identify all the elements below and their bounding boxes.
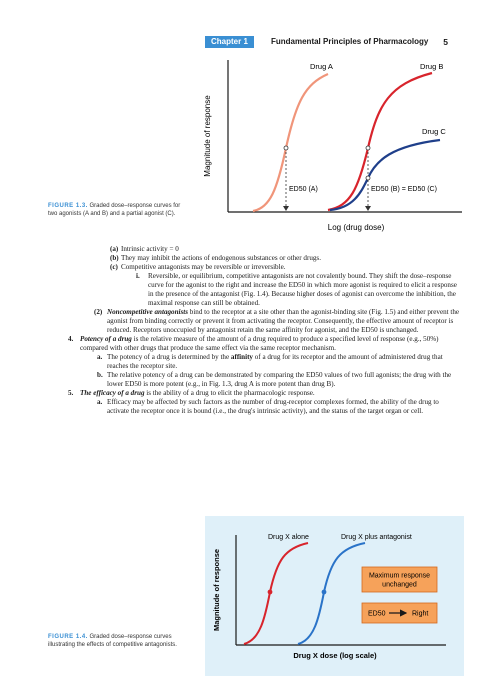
list-item: b. The relative potency of a drug can be demonstrated by comparing the ED50 values of two full agonists; the drug with the lower ED50 is more potent (e.g., in Fig. 1.3, drug A is more potent than drug B).: [97, 371, 452, 388]
x-axis-label: Drug X dose (log scale): [293, 651, 377, 660]
list-item: a. The potency of a drug is determined by the affinity of a drug for its receptor and the amount of administered drug that reaches the receptor site.: [97, 353, 443, 370]
chapter-tab: Chapter 1: [205, 36, 254, 48]
y-axis-label: Magnitude of response: [212, 548, 221, 632]
label-drug-a: Drug A: [310, 62, 333, 71]
right-label: Right: [412, 610, 429, 618]
label-drug-x-plus-antagonist: Drug X plus antagonist: [341, 534, 412, 541]
label-ed50-a: ED50 (A): [289, 186, 318, 193]
max-response-text: Maximum response unchanged: [368, 572, 431, 589]
list-item: (c) Competitive antagonists may be reversible or irreversible.: [110, 263, 286, 271]
y-axis-label: Magnitude of response: [203, 95, 212, 177]
label-drug-c: Drug C: [422, 127, 446, 136]
ed50-point-drug-x-alone: [268, 590, 273, 595]
ed50-point-drug-x-plus-antagonist: [322, 590, 327, 595]
figure-1-4-caption: [48, 634, 188, 649]
list-item: 5. The efficacy of a drug is the ability of a drug to elicit the pharmacologic response.: [68, 389, 315, 397]
ed50-label: ED50: [368, 610, 386, 618]
list-item: 4. Potency of a drug is the relative measure of the amount of a drug required to produce a specified level of response (e.g., 50%) compared with other drugs that produce the same effect via the same receptor mechanism.: [68, 335, 439, 352]
label-drug-b: Drug B: [420, 62, 444, 71]
list-item: i. Reversible, or equilibrium, competitive antagonists are not covalently bound. They shift the dose–response curve for the agonist to the right and increase the ED50 in which more agonist is required to elicit a response in the presence of the antagonist (Fig. 1.4). Because higher doses of agonist can overcome the inhibition, the maximal response can still be obtained.: [136, 272, 457, 307]
list-item: (b) They may inhibit the actions of endogenous substances or other drugs.: [110, 254, 321, 262]
figure-1-4-caption-label: FIGURE 1.4.: [48, 634, 88, 640]
label-ed50-bc: ED50 (B) = ED50 (C): [371, 186, 437, 193]
figure-1-4-caption-text: Graded dose–response curves illustrating the effects of competitive antagonists.: [48, 634, 177, 648]
chapter-title: Fundamental Principles of Pharmacology: [271, 37, 429, 46]
list-item: a. Efficacy may be affected by such factors as the number of drug-receptor complexes formed, the ability of the drug to activate the receptor once it is bound (i.e., the drug's intrinsic activity), and the status of the target organ or cell.: [97, 398, 439, 415]
list-item: (2) Noncompetitive antagonists bind to the receptor at a site other than the agonist-binding site (Fig. 1.5) and either prevent the agonist from binding correctly or prevent it from activating the receptor. Consequently, the effective amount of receptor is reduced. Receptors unoccupied by antagonist retain the same affinity for agonist, and the ED50 is unchanged.: [94, 308, 460, 334]
page-number: 5: [443, 37, 448, 47]
figure-1-3-caption-label: FIGURE 1.3.: [48, 203, 88, 209]
figure-1-3-caption-text: Graded dose–response curves for two agonists (A and B) and a partial agonist (C).: [48, 203, 181, 217]
label-drug-x-alone: Drug X alone: [268, 534, 309, 541]
list-item: (a) Intrinsic activity = 0: [110, 245, 179, 253]
x-axis-label: Log (drug dose): [327, 223, 385, 232]
